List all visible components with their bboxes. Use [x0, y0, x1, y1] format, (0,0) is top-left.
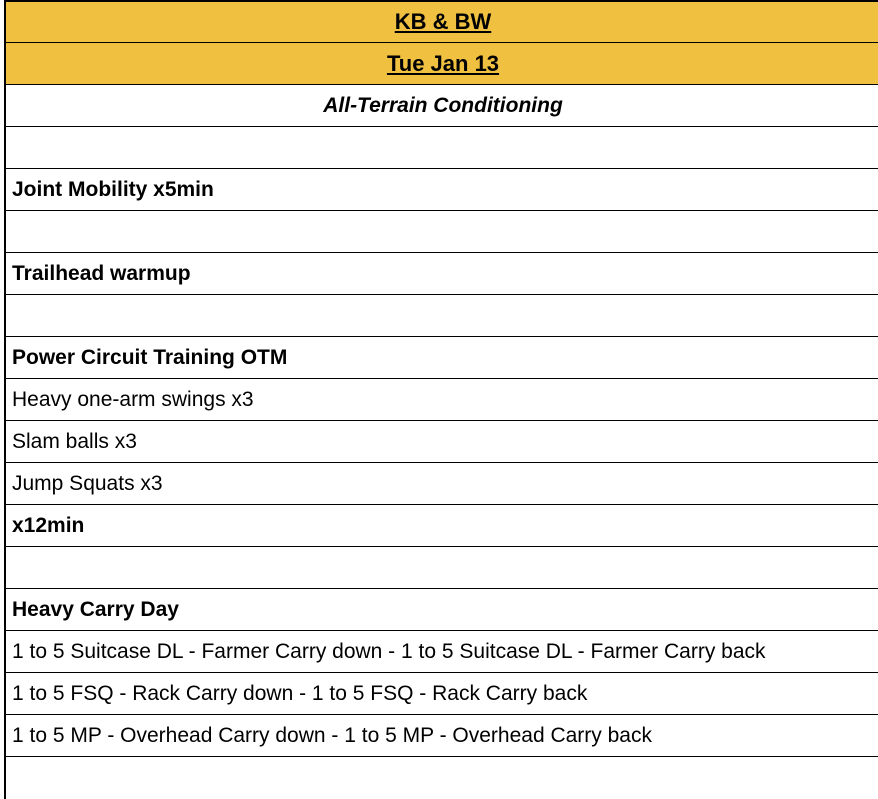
exercise-cell[interactable]: Slam balls x3 [6, 421, 878, 463]
workout-sheet [4, 0, 878, 799]
workout-title-cell[interactable]: All-Terrain Conditioning [6, 85, 878, 127]
exercise-cell[interactable]: Heavy one-arm swings x3 [6, 379, 878, 421]
empty-cell[interactable] [6, 295, 878, 337]
empty-cell[interactable] [6, 211, 878, 253]
empty-cell[interactable] [6, 547, 878, 589]
date-header-cell[interactable]: Tue Jan 13 [6, 43, 878, 85]
exercise-cell[interactable]: 1 to 5 Suitcase DL - Farmer Carry down - 1 to 5 Suitcase DL - Farmer Carry back [6, 631, 878, 673]
exercise-cell[interactable]: 1 to 5 FSQ - Rack Carry down - 1 to 5 FSQ - Rack Carry back [6, 673, 878, 715]
section-joint-mobility-cell[interactable]: Joint Mobility x5min [6, 169, 878, 211]
duration-cell[interactable]: x12min [6, 505, 878, 547]
program-header-cell[interactable]: KB & BW [6, 0, 878, 43]
empty-cell[interactable] [6, 757, 878, 799]
exercise-cell[interactable]: 1 to 5 MP - Overhead Carry down - 1 to 5 MP - Overhead Carry back [6, 715, 878, 757]
section-heavy-carry-cell[interactable]: Heavy Carry Day [6, 589, 878, 631]
exercise-cell[interactable]: Jump Squats x3 [6, 463, 878, 505]
empty-cell[interactable] [6, 127, 878, 169]
section-power-circuit-cell[interactable]: Power Circuit Training OTM [6, 337, 878, 379]
section-trailhead-warmup-cell[interactable]: Trailhead warmup [6, 253, 878, 295]
